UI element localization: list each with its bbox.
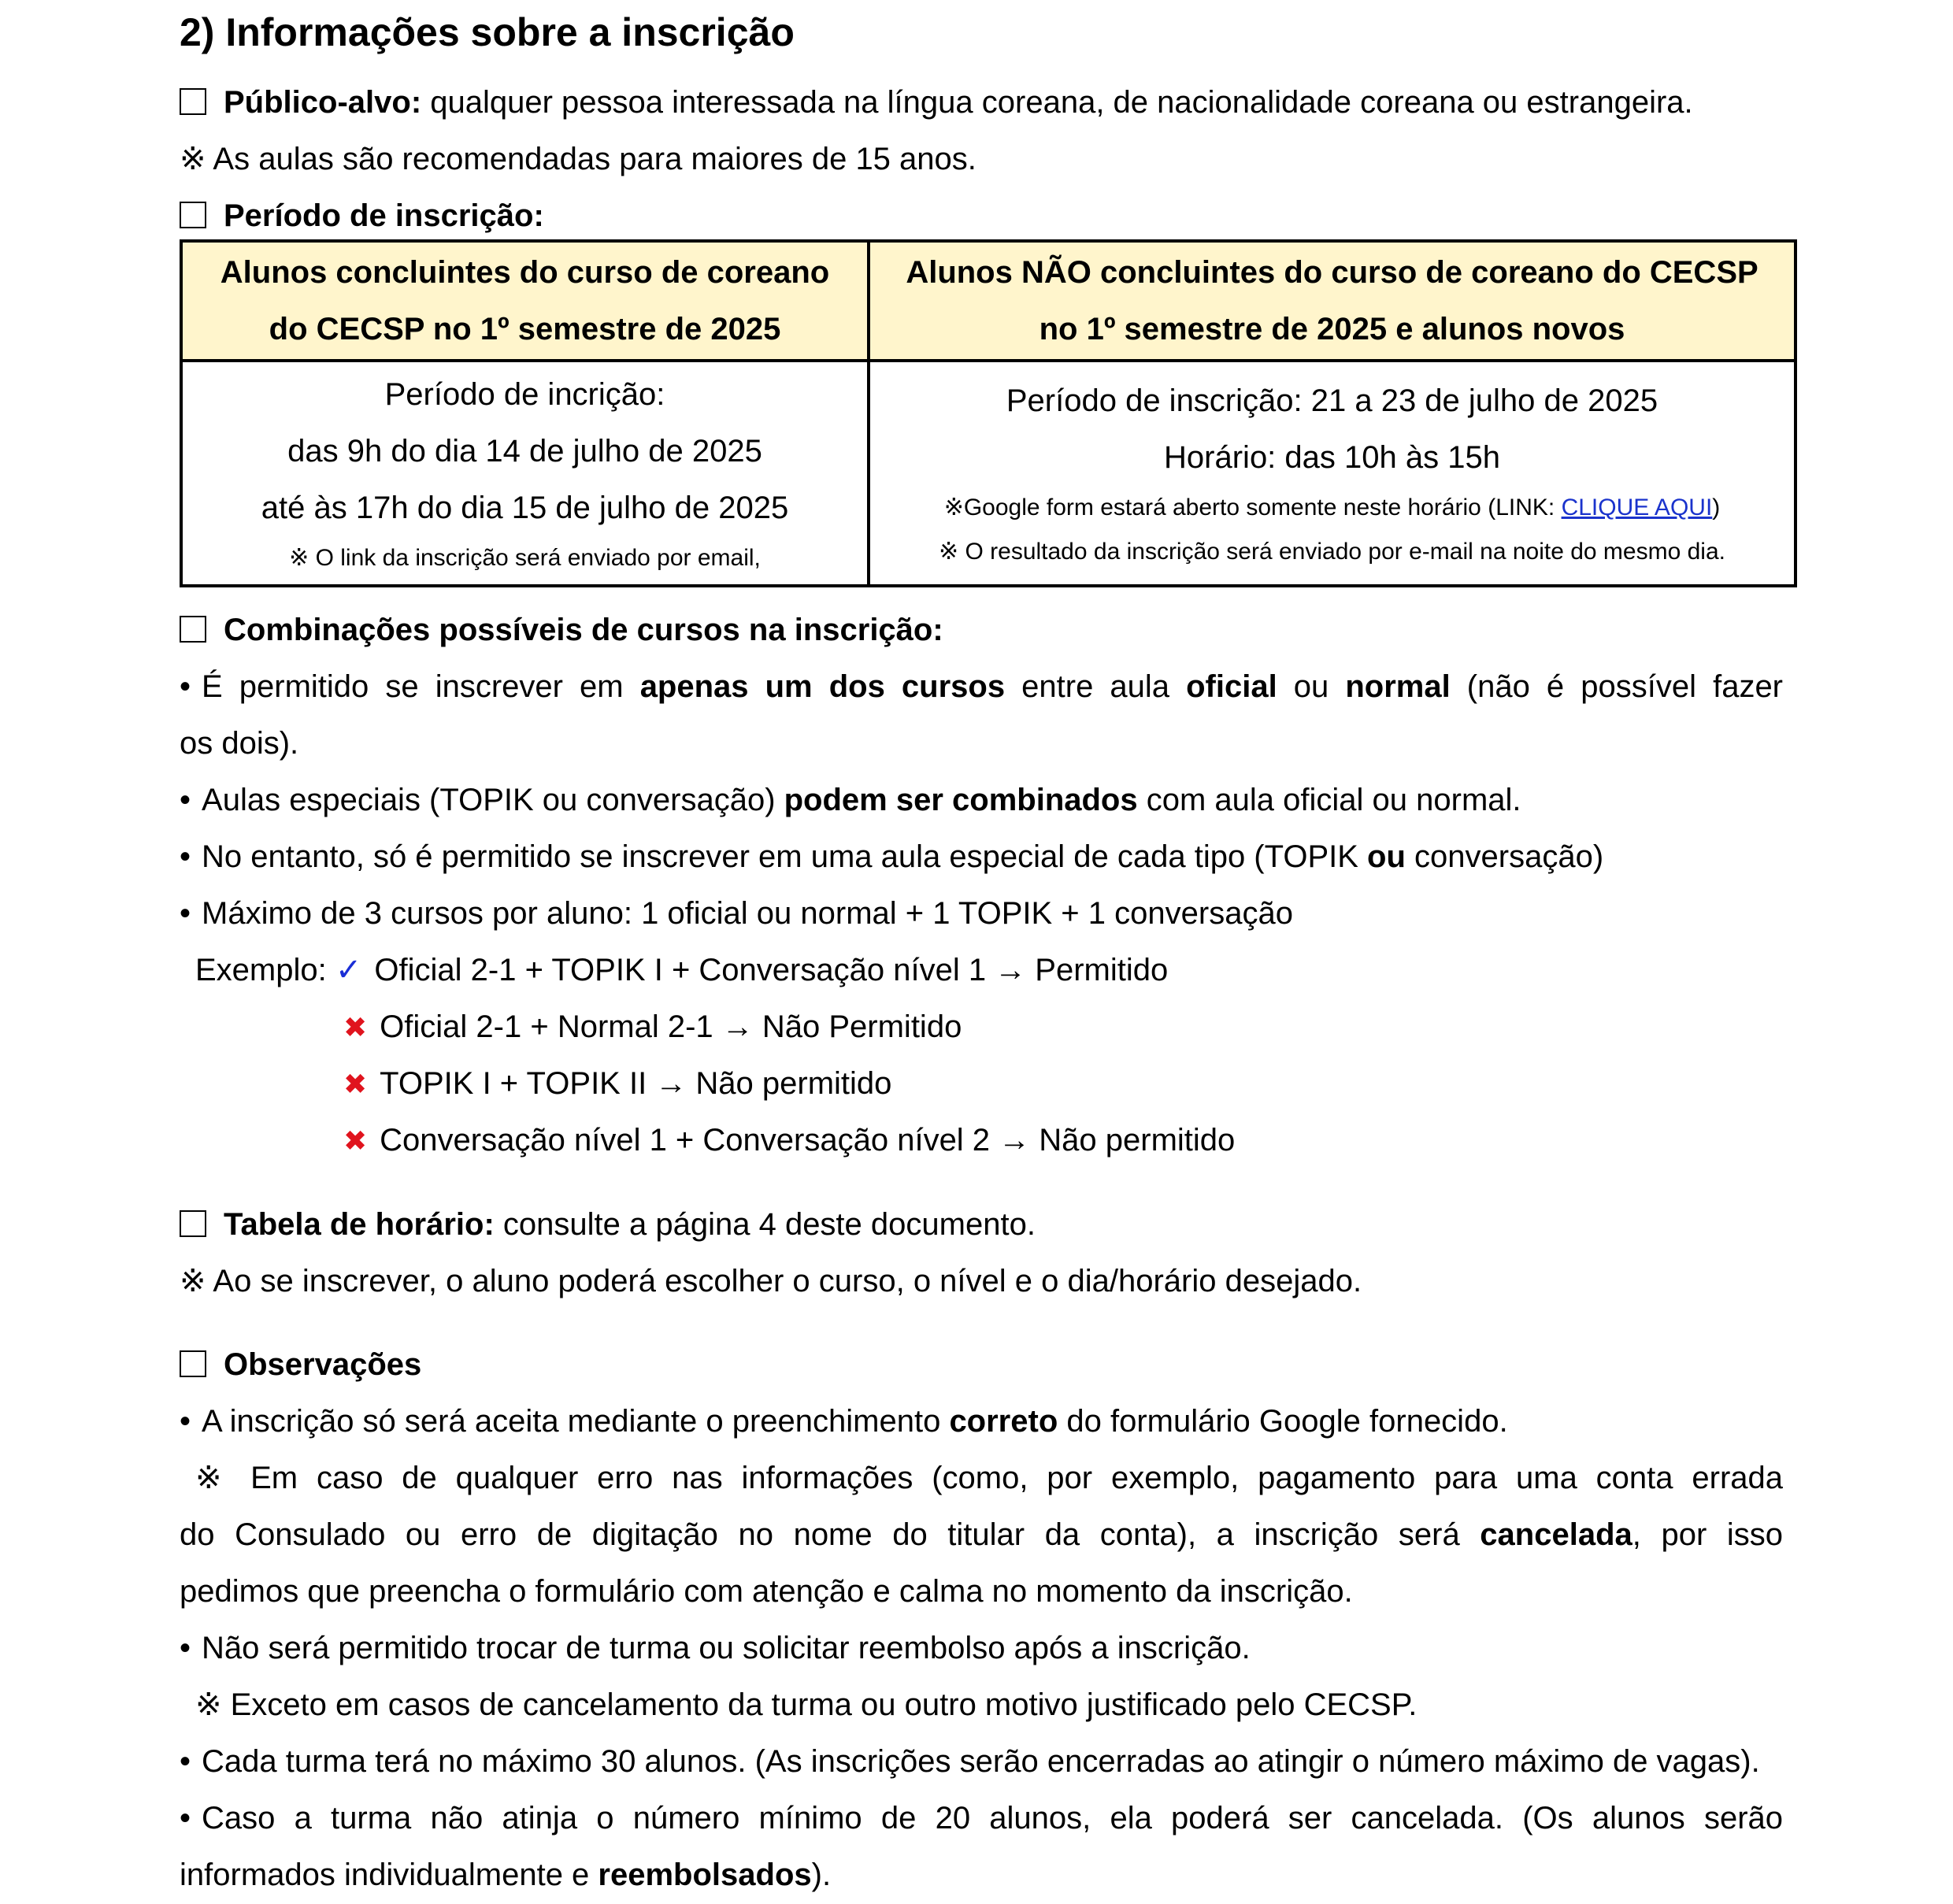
cross-icon: ✖ [343, 1068, 368, 1100]
checkbox-square-icon [180, 616, 206, 643]
checkbox-square-icon [180, 202, 206, 228]
cell-note: ※ O link da inscrição será enviado por email, [289, 545, 761, 571]
bullet-icon: • [180, 1801, 191, 1835]
text: oficial [1186, 669, 1277, 704]
observacoes-note-line-2 [180, 1506, 1783, 1563]
text: entre aula [1005, 669, 1187, 704]
cell-text: Período de incrição: [384, 377, 665, 412]
cell-note: ※ O resultado da inscrição será enviado por e-mail na noite do mesmo dia. [939, 539, 1725, 565]
observacoes-bullet-2 [180, 1620, 1251, 1676]
text: com aula oficial ou normal. [1137, 783, 1521, 817]
observacoes-bullet-4 [180, 1790, 1783, 1847]
text: do Consulado ou erro de digitação no nome do titular da conta), a inscrição será [180, 1517, 1480, 1552]
example-row-1 [195, 942, 1168, 998]
text: reembolsados [598, 1858, 812, 1892]
text: apenas um dos cursos [639, 669, 1006, 704]
publico-note: ※ As aulas são recomendadas para maiores de 15 anos. [180, 142, 976, 176]
text: conversação) [1405, 839, 1604, 874]
observacoes-bullet-1 [180, 1393, 1508, 1450]
text: ). [811, 1858, 832, 1892]
observacoes-bullet-4-cont [180, 1847, 831, 1903]
cross-icon: ✖ [343, 1124, 368, 1157]
combinacoes-label: Combinações possíveis de cursos na inscrição: [224, 613, 943, 647]
text: Aulas especiais (TOPIK ou conversação) [202, 783, 784, 817]
publico-alvo-text: qualquer pessoa interessada na língua coreana, de nacionalidade coreana ou estrangeira. [421, 85, 1693, 120]
table-cell-concluintes [181, 361, 869, 586]
table-row [181, 361, 1796, 586]
cell-text: das 9h do dia 14 de julho de 2025 [287, 434, 762, 469]
example-row-2 [343, 998, 962, 1055]
combinacoes-bullet-4 [180, 885, 1293, 942]
cell-text: até às 17h do dia 15 de julho de 2025 [261, 491, 789, 525]
example-text: TOPIK I + TOPIK II → Não permitido [380, 1066, 892, 1101]
note-text: ※Google form estará aberto somente neste horário (LINK: [943, 495, 1562, 520]
tabela-text: consulte a página 4 deste documento. [494, 1207, 1036, 1242]
bullet-icon: • [180, 669, 191, 704]
cell-text: Horário: das 10h às 15h [1164, 440, 1500, 475]
checkmark-icon: ✓ [335, 953, 362, 987]
tabela-line [180, 1196, 1036, 1253]
cell-note [875, 486, 1789, 530]
observacoes-label: Observações [224, 1347, 422, 1382]
observacoes-bullet-2-note: ※ Exceto em casos de cancelamento da turma ou outro motivo justificado pelo CECSP. [195, 1687, 1418, 1722]
text: A inscrição só será aceita mediante o preenchimento [202, 1404, 950, 1439]
clique-aqui-link[interactable]: CLIQUE AQUI [1561, 495, 1713, 520]
text: Máximo de 3 cursos por aluno: 1 oficial ou normal + 1 TOPIK + 1 conversação [202, 896, 1293, 931]
observacoes-bullet-3 [180, 1733, 1760, 1790]
table-cell-nao-concluintes [869, 361, 1796, 586]
bullet-icon: • [180, 1744, 191, 1779]
text: podem ser combinados [784, 783, 1138, 817]
publico-alvo-label: Público-alvo: [224, 85, 422, 120]
text: Caso a turma não atinja o número mínimo de 20 alunos, ela poderá ser cancelada. (Os alunos serão [202, 1801, 1783, 1835]
header-text: no 1º semestre de 2025 e alunos novos [1039, 312, 1625, 346]
table-header-nao-concluintes [869, 241, 1796, 361]
text: ou [1367, 839, 1406, 874]
example-row-4 [343, 1112, 1235, 1169]
example-text: Oficial 2-1 + TOPIK I + Conversação nível 1 → Permitido [374, 953, 1169, 987]
combinacoes-line [180, 602, 943, 658]
checkbox-square-icon [180, 1210, 206, 1237]
text: correto [949, 1404, 1058, 1439]
example-text: Conversação nível 1 + Conversação nível 2 → Não permitido [380, 1123, 1236, 1158]
text: cancelada [1480, 1517, 1632, 1552]
observacoes-line [180, 1336, 421, 1393]
bullet-icon: • [180, 1404, 191, 1439]
section-heading: 2) Informações sobre a inscrição [180, 10, 795, 54]
checkbox-square-icon [180, 88, 206, 115]
header-text: Alunos NÃO concluintes do curso de coreano do CECSP [906, 255, 1758, 290]
cross-icon: ✖ [343, 1011, 368, 1043]
publico-alvo-line [180, 74, 1693, 131]
text: Cada turma terá no máximo 30 alunos. (As inscrições serão encerradas ao atingir o número máximo de vagas). [202, 1744, 1760, 1779]
text: do formulário Google fornecido. [1058, 1404, 1508, 1439]
text: informados individualmente e [180, 1858, 598, 1892]
text: Não será permitido trocar de turma ou solicitar reembolso após a inscrição. [202, 1631, 1251, 1665]
example-row-3 [343, 1055, 891, 1112]
cell-text: Período de inscrição: 21 a 23 de julho de 2025 [1006, 383, 1658, 418]
combinacoes-bullet-3 [180, 828, 1603, 885]
periodo-line [180, 187, 544, 244]
text: normal [1345, 669, 1451, 704]
observacoes-note-line-3: pedimos que preencha o formulário com atenção e calma no momento da inscrição. [180, 1574, 1353, 1609]
tabela-label: Tabela de horário: [224, 1207, 495, 1242]
text: É permitido se inscrever em [202, 669, 640, 704]
combinacoes-bullet-2 [180, 772, 1521, 828]
table-header-row [181, 241, 1796, 361]
text: No entanto, só é permitido se inscrever em uma aula especial de cada tipo (TOPIK [202, 839, 1368, 874]
bullet-icon: • [180, 1631, 191, 1665]
example-label: Exemplo: [195, 953, 327, 987]
text: ou [1277, 669, 1346, 704]
checkbox-square-icon [180, 1350, 206, 1377]
header-text: do CECSP no 1º semestre de 2025 [269, 312, 781, 346]
registration-period-table [180, 239, 1797, 587]
text: (não é possível fazer [1450, 669, 1784, 704]
bullet-icon: • [180, 783, 191, 817]
text: , por isso [1632, 1517, 1783, 1552]
combinacoes-bullet-1 [180, 658, 1783, 715]
note-text: ) [1712, 495, 1721, 520]
table-header-concluintes [181, 241, 869, 361]
combinacoes-bullet-1-cont: os dois). [180, 726, 299, 761]
example-text: Oficial 2-1 + Normal 2-1 → Não Permitido [380, 1009, 962, 1044]
tabela-note: ※ Ao se inscrever, o aluno poderá escolher o curso, o nível e o dia/horário desejado. [180, 1264, 1362, 1298]
header-text: Alunos concluintes do curso de coreano [220, 255, 830, 290]
periodo-label: Período de inscrição: [224, 198, 544, 233]
bullet-icon: • [180, 896, 191, 931]
observacoes-note-line-1: ※ Em caso de qualquer erro nas informações (como, por exemplo, pagamento para uma conta errada [195, 1461, 1783, 1495]
bullet-icon: • [180, 839, 191, 874]
